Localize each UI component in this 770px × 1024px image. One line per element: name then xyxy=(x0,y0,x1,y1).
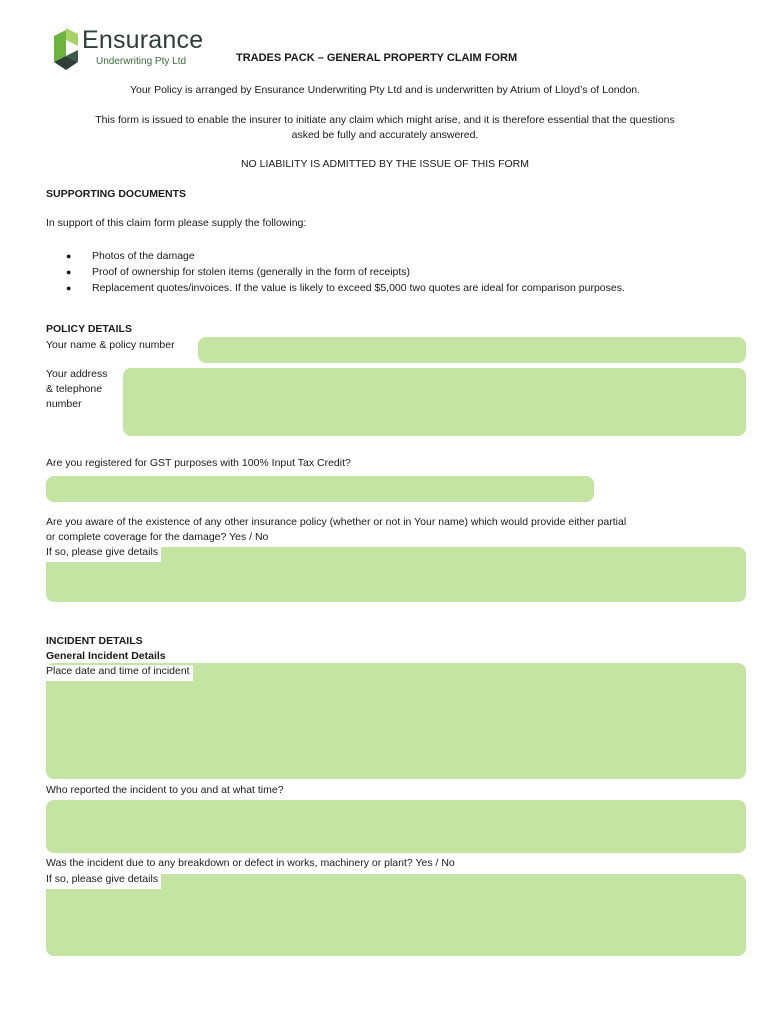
address-label-2: & telephone xyxy=(46,383,103,395)
name-policy-field[interactable] xyxy=(198,337,746,363)
incident-heading: INCIDENT DETAILS xyxy=(46,635,143,647)
address-label-3: number xyxy=(46,398,82,410)
supporting-list xyxy=(66,248,625,296)
name-policy-label: Your name & policy number xyxy=(46,339,175,351)
company-logo xyxy=(52,26,222,74)
address-phone-field[interactable] xyxy=(123,368,746,436)
other-insurance-details-label: If so, please give details xyxy=(46,546,161,562)
liability-notice: NO LIABILITY IS ADMITTED BY THE ISSUE OF THIS FORM xyxy=(240,158,530,170)
logo-cube-icon xyxy=(52,26,80,74)
supporting-heading: SUPPORTING DOCUMENTS xyxy=(46,188,187,200)
policy-heading: POLICY DETAILS xyxy=(46,323,132,335)
bullet-icon: ● xyxy=(66,283,72,293)
bullet-icon: ● xyxy=(66,267,72,277)
logo-subtitle: Underwriting Pty Ltd xyxy=(96,56,187,67)
incident-subheading: General Incident Details xyxy=(46,650,166,662)
other-insurance-q1: Are you aware of the existence of any other insurance policy (whether or not in Your name) which would provide either partial xyxy=(46,516,627,528)
intro-line-2a: This form is issued to enable the insurer to initiate any claim which might arise, and it is therefore essential that the questions xyxy=(95,114,675,126)
intro-line-2b: asked be fully and accurately answered. xyxy=(291,129,479,141)
form-title: TRADES PACK – GENERAL PROPERTY CLAIM FORM xyxy=(236,52,518,64)
gst-question: Are you registered for GST purposes with 100% Input Tax Credit? xyxy=(46,457,351,469)
reported-field[interactable] xyxy=(46,800,746,853)
supporting-lead: In support of this claim form please supply the following: xyxy=(46,217,307,229)
address-label-1: Your address xyxy=(46,368,108,380)
list-item: ● Photos of the damage xyxy=(66,250,195,262)
list-item: ● Replacement quotes/invoices. If the value is likely to exceed $5,000 two quotes are ideal for comparison purposes. xyxy=(66,282,625,294)
reported-question: Who reported the incident to you and at what time? xyxy=(46,784,284,796)
breakdown-question: Was the incident due to any breakdown or defect in works, machinery or plant? Yes / No xyxy=(46,857,455,869)
logo-name: Ensurance xyxy=(82,26,204,54)
breakdown-details-label: If so, please give details xyxy=(46,873,161,889)
bullet-icon: ● xyxy=(66,251,72,261)
other-insurance-q2: or complete coverage for the damage? Yes / No xyxy=(46,531,269,543)
incident-place-label: Place date and time of incident xyxy=(46,665,193,681)
list-item: ● Proof of ownership for stolen items (generally in the form of receipts) xyxy=(66,266,411,278)
gst-field[interactable] xyxy=(46,476,594,502)
intro-line-1: Your Policy is arranged by Ensurance Underwriting Pty Ltd and is underwritten by Atrium of Lloyd’s of London. xyxy=(129,84,641,96)
